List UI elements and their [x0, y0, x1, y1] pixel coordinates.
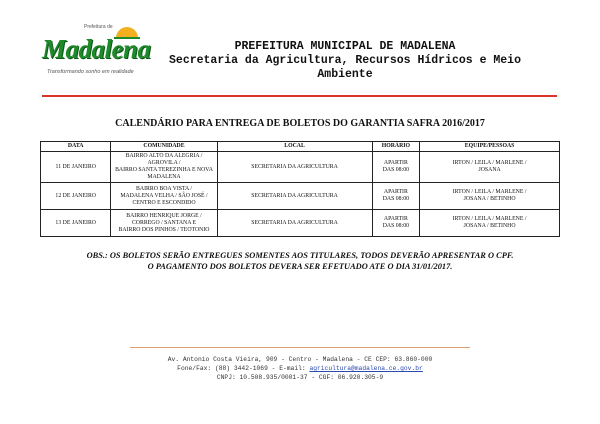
municipality-logo [38, 24, 156, 82]
cell-comunidade-line: CENTRO E ESCONDIDO [132, 199, 196, 206]
footer-phone-email [90, 364, 510, 373]
cell-equipe-line: JOSANA [478, 167, 501, 173]
cell-comunidade-line: MADALENA VELHA / SÃO JOSÉ / [120, 192, 208, 199]
cell-comunidade [111, 183, 217, 210]
calendar-table [40, 141, 560, 237]
document-title: CALENDÁRIO PARA ENTREGA DE BOLETOS DO GARANTIA SAFRA 2016/2017 [115, 118, 485, 129]
table-header-row [41, 142, 560, 152]
footer-contact [90, 355, 510, 382]
column-header-equipe: EQUIPE/PESSOAS [420, 142, 560, 152]
cell-comunidade-line: BAIRRO SANTA TEREZINHA E NOVA [115, 167, 213, 173]
cell-comunidade [111, 210, 217, 237]
table-row [41, 183, 560, 210]
cell-local: SECRETARIA DA AGRICULTURA [217, 210, 372, 237]
cell-comunidade-line: BAIRRO ALTO DA ALEGRIA / [125, 153, 203, 159]
footer-divider [130, 347, 470, 348]
footer-email-link[interactable]: agricultura@madalena.ce.gov.br [309, 365, 423, 372]
cell-comunidade-line: CORREGO / SANTANA E [131, 219, 197, 226]
cell-horario-line: APARTIR [383, 216, 408, 222]
cell-comunidade-line: BAIRRO DOS PINHOS / TEOTONIO [118, 226, 210, 233]
column-header-horario: HORÁRIO [372, 142, 420, 152]
footer-address: Av. Antonio Costa Vieira, 909 - Centro - Madalena - CE CEP: 63.860-000 [167, 356, 433, 363]
footer-cnpj: CNPJ: 10.508.935/0001-37 - CGF: 06.920.305-9 [216, 374, 384, 381]
logo-text: Madalena [42, 34, 151, 64]
cell-equipe [420, 152, 560, 183]
footer-phone: Fone/Fax: (88) 3442-1069 - E-mail: [177, 365, 310, 372]
table-row [41, 152, 560, 183]
observation-line-2: O PAGAMENTO DOS BOLETOS DEVERA SER EFETUADO ATE O DIA 31/01/2017. [147, 262, 453, 271]
header-title: PREFEITURA MUNICIPAL DE MADALENA [234, 40, 456, 53]
cell-equipe-line: JOSANA / BETINHO [463, 196, 516, 202]
header-subtitle: Secretaria da Agricultura, Recursos Hídricos e Meio Ambiente [169, 54, 521, 81]
cell-horario-line: APARTIR [383, 160, 408, 166]
cell-comunidade-line: MADALENA [147, 174, 181, 180]
cell-horario [372, 210, 420, 237]
cell-horario [372, 183, 420, 210]
cell-equipe-line: JOSANA / BETINHO [463, 223, 516, 229]
header-divider [42, 95, 557, 97]
column-header-local: LOCAL [217, 142, 372, 152]
cell-comunidade-line: BAIRRO HENRIQUE JORGE / [126, 212, 202, 219]
cell-local: SECRETARIA DA AGRICULTURA [217, 183, 372, 210]
cell-equipe [420, 183, 560, 210]
cell-equipe-line: IRTON / LEILA / MARLENE / [452, 189, 527, 195]
cell-equipe-line: IRTON / LEILA / MARLENE / [452, 160, 527, 166]
logo-tagline: Transformando sonho em realidade [47, 69, 134, 75]
cell-horario-line: DAS 08:00 [382, 167, 409, 173]
cell-comunidade-line: BAIRRO BOA VISTA / [136, 185, 192, 192]
cell-horario-line: DAS 08:00 [382, 223, 409, 229]
cell-local: SECRETARIA DA AGRICULTURA [217, 152, 372, 183]
observation-note [40, 250, 560, 272]
cell-data: 13 DE JANEIRO [41, 210, 111, 237]
cell-comunidade-line: AGROVILA / [147, 160, 181, 166]
cell-horario-line: DAS 08:00 [382, 196, 409, 202]
cell-comunidade [111, 152, 217, 183]
cell-equipe [420, 210, 560, 237]
cell-equipe-line: IRTON / LEILA / MARLENE / [452, 216, 527, 222]
table-row [41, 210, 560, 237]
cell-data: 11 DE JANEIRO [41, 152, 111, 183]
logo-small-text: Prefeitura de [84, 24, 113, 30]
cell-horario [372, 152, 420, 183]
cell-horario-line: APARTIR [383, 189, 408, 195]
column-header-data: DATA [41, 142, 111, 152]
cell-data: 12 DE JANEIRO [41, 183, 111, 210]
column-header-comunidade: COMUNIDADE [111, 142, 217, 152]
observation-line-1: OBS.: OS BOLETOS SERÃO ENTREGUES SOMENTES AOS TITULARES, TODOS DEVERÃO APRESENTAR O CPF. [86, 251, 514, 260]
